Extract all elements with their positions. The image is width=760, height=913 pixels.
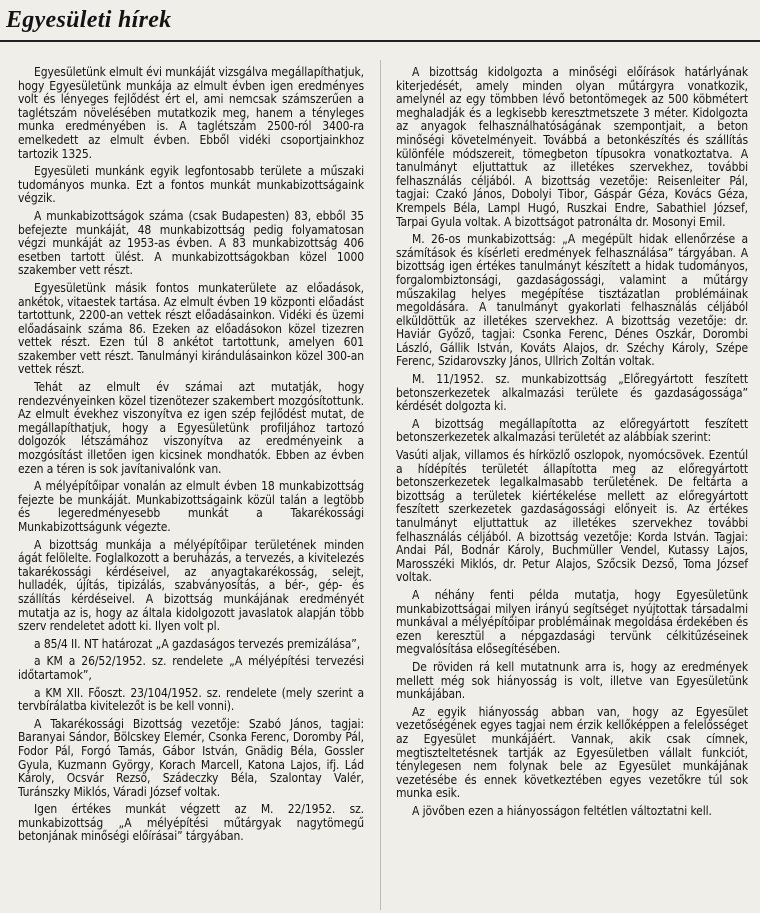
paragraph: Tehát az elmult év számai azt mutatják, hogy rendezvényeinken közel tizenötezer szakembert mozgósítottunk. Az elmult évekhez viszonyítva ez igen szép fejlődést mutat, de megállapíthatjuk, hogy a Egyesületünk profiljához tartozó dolgozók létszámához viszonyítva az eredményeink a mozgósítást illetően igen kicsinek mondhatók. Ebben az évben ezen a téren is sok javítanivalónk van. [18, 380, 364, 476]
paragraph: A bizottság munkája a mélyépítőipar területének minden ágát felölelte. Foglalkozott a beruházás, a tervezés, a kivitelezés takarékossági kérdéseivel, az anyagtakarékosság, selejt, hulladék, újítás, tipizálás, szabványosítás, a bér-, gép- és szállítás kérdéseivel. A bizottság munkájának eredményét mutatja az is, hogy az általa kidolgozott javaslatok alapján több szerv rendeletet adott ki. Ilyen volt pl. [18, 537, 364, 634]
paragraph: Az egyik hiányosság abban van, hogy az Egyesület vezetőségének egyes tagjai nem érzik kellőképpen a felelősséget az Egyesület munkájáért. Vannak, akik csak címnek, megtiszteltetésnek tartják az Egyesületben vállalt funkciót, ténylegesen nem folynak bele az Egyesület munkájának vezetésébe és ennek következtében egyes vezetőkre túl sok munka esik. [396, 704, 748, 801]
page-title: Egyesületi hírek [6, 7, 172, 33]
paragraph: a KM a 26/52/1952. sz. rendelete „A mélyépítési tervezési időtartamok”, [18, 654, 364, 682]
paragraph: M. 11/1952. sz. munkabizottság „Előregyártott feszített betonszerkezetek alkalmazási területe és gazdaságossága” kérdését dolgozta ki. [396, 372, 748, 414]
left-column [18, 66, 364, 848]
paragraph: A bizottság kidolgozta a minőségi előírások határlyának kiterjedését, amely minden olyan műtárgyra vonatkozik, amelynél az egy tömbben lévő betontömegek az 500 köbmétert meghaladják és a legkisebb keresztmetszete 3 méter. Kidolgozta az anyagok felhasználhatóságának szempontjait, a beton minőségi követelményeit. Továbbá a betonkészítés és szállítás különféle módszereit, tömegbeton típusokra vonatkoztatva. A tanulmányt eljuttattuk az illetékes szervekhez, további felhasználás céljából. A bizottság vezetője: Reisenleiter Pál, tagjai: Czakó János, Dobolyi Tibor, Gáspár Géza, Kovács Géza, Krempels Béla, Lampl Hugó, Ruszkai Endre, Sabathiel József, Tarpai Gyula voltak. A bizottságot patronálta dr. Mosonyi Emil. [396, 65, 748, 229]
title-rule [0, 40, 760, 42]
paragraph: Igen értékes munkát végzett az M. 22/1952. sz. munkabizottság „A mélyépítési műtárgyak nagytömegű betonjának minőségi előírásai” tárgyában. [18, 802, 364, 844]
paragraph: A bizottság megállapította az előregyártott feszített betonszerkezetek alkalmazási területét az alábbiak szerint: [396, 416, 748, 445]
right-column [396, 66, 748, 822]
paragraph: a 85/4 II. NT határozat „A gazdaságos tervezés premizálása”, [34, 636, 361, 651]
paragraph: A mélyépítőipar vonalán az elmult évben 18 munkabizottság fejezte be munkáját. Munkabizottságaink közül talán a legtöbb és legeredményesebb munkát a Takarékossági Munkabizottságunk végezte. [18, 479, 364, 534]
paragraph: Egyesületi munkánk egyik legfontosabb területe a műszaki tudományos munka. Ezt a fontos munkát munkabizottságaink végzik. [18, 164, 364, 206]
paragraph: Vasúti aljak, villamos és hírközlő oszlopok, nyomócsövek. Ezentúl a hídépítés területét állapította meg az előregyártott betonszerkezetek legalkalmasabb területének. De feltárta a bizottság a területek kiértékelése mellett az előregyártott feszített szerkezetek gazdaságossági előnyeit is. Az értékes tanulmányt eljuttattuk az illetékes szervekhez további felhasználás céljából. A bizottság vezetője: Korda István. Tagjai: Andai Pál, Bodnár Károly, Buchmüller Vendel, Kutassy Lajos, Marosszéki Miklós, dr. Petur Alajos, Szőcsik Dezső, Toma József voltak. [396, 448, 748, 585]
column-divider [380, 60, 381, 910]
paragraph: A Takarékossági Bizottság vezetője: Szabó János, tagjai: Baranyai Sándor, Bölcskey Elemér, Csonka Ferenc, Doromby Pál, Fodor Pál, Forgó Tamás, Gábor István, Gnädig Béla, Gossler Gyula, Kuzmann György, Korach Marcell, Katona Lajos, ifj. Lád Károly, Ocsvár Rezső, Szádeczky Béla, Szalontay Valér, Turánszky Miklós, Váradi József voltak. [18, 716, 364, 799]
paragraph: De röviden rá kell mutatnunk arra is, hogy az eredmények mellett még sok hiányosság is volt, illetve van Egyesületünk munkájában. [396, 659, 748, 702]
paragraph: A munkabizottságok száma (csak Budapesten) 83, ebből 35 befejezte munkáját, 48 munkabizottság pedig folyamatosan végzi munkáját az 1953-as évben. A 83 munkabizottság 406 esetben tartott ülést. A munkabizottságokban közel 1000 szakember vett részt. [18, 208, 364, 278]
paragraph: a KM XII. Főoszt. 23/104/1952. sz. rendelete (mely szerint a tervbírálatba kivitelezőt is be kell vonni). [18, 685, 364, 714]
paragraph: Egyesületünk másik fontos munkaterülete az előadások, ankétok, vitaestek tartása. Az elmult évben 19 központi előadást tartottunk, 2200-an vettek részt előadásainkon. Vidéki és üzemi előadásaink száma 86. Ezeken az előadásokon közel tizezren vettek részt. Ezen túl 8 ankétot tartottunk, amelyen 601 szakember vett részt. Tanulmányi kirándulásainkon közel 300-an vettek részt. [18, 280, 364, 377]
paragraph: A néhány fenti példa mutatja, hogy Egyesületünk munkabizottságai milyen irányú segítséget nyújtottak társadalmi munkával a mélyépítőipar problémáinak megoldása érdekében és ezen keresztül a népgazdasági tervünk célkitűzéseinek megvalósítása elősegítésében. [396, 587, 748, 657]
paragraph: A jövőben ezen a hiányosságon feltétlen változtatni kell. [412, 803, 712, 818]
paragraph: M. 26-os munkabizottság: „A megépült hidak ellenőrzése a számítások és kísérleti eredmények felhasználása” tárgyában. A bizottság igen értékes tanulmányt készített a hidak tudományos, forgalombiztonsági, gazdaságossági, valamint a műtárgy műszakilag helyes megépítése tisztázatlan problémáinak megoldására. A tanulmányt gyakorlati felhasználás céljából elküldöttük az illetékes szervekhez. A bizottság vezetője: dr. Haviár Győző, tagjai: Csonka Ferenc, Dénes Oszkár, Dorombi László, Gállik István, Kováts Alajos, dr. Széchy Károly, Szépe Ferenc, Szidarovszky János, Ullrich Zoltán voltak. [396, 232, 748, 369]
paragraph: Egyesületünk elmult évi munkáját vizsgálva megállapíthatjuk, hogy Egyesületünk munkája az elmult évben igen eredményes volt és lényeges fejlődést ért el, ami nemcsak számszerűen a taglétszám növelésében mutatkozik meg, hanem a tényleges munka eredményében is. A taglétszám 2500-ról 3400-ra emelkedett az elmult évben. Ebből vidéki csoportjainkhoz tartozik 1325. [18, 65, 364, 161]
